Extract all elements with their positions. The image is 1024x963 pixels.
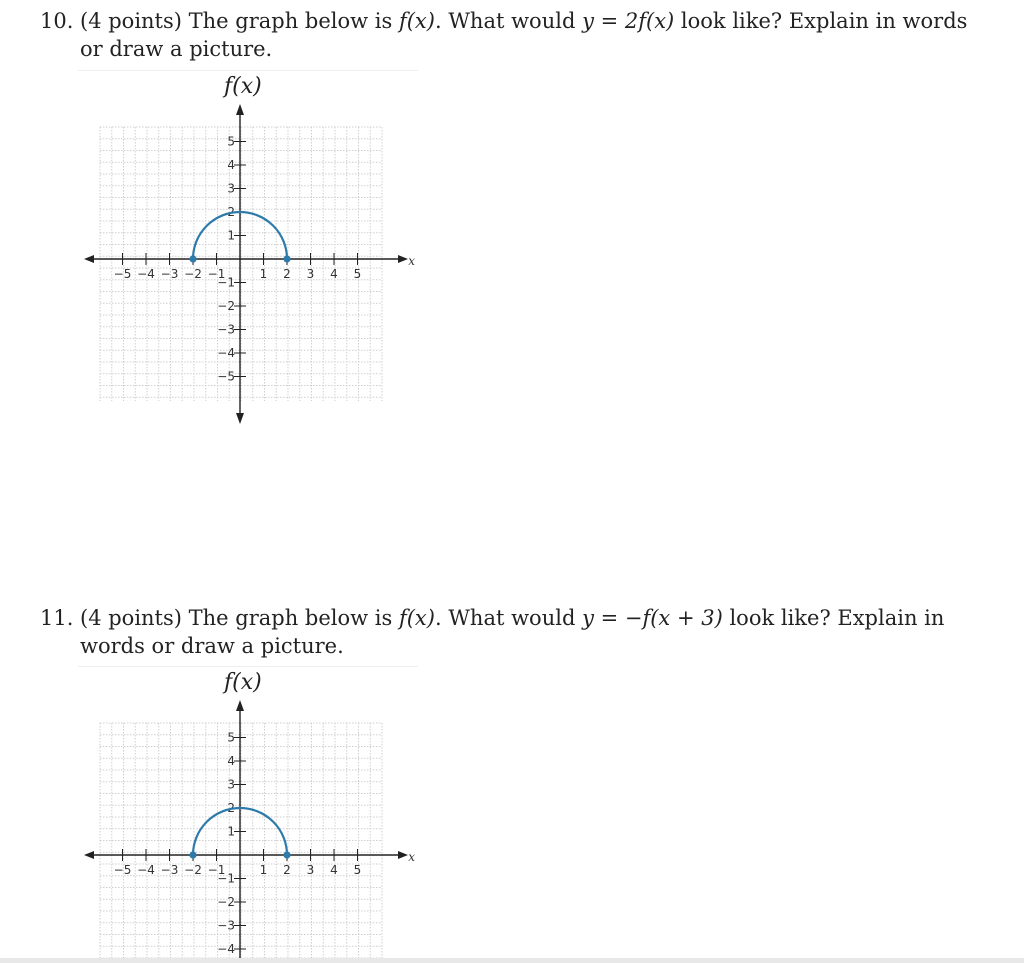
x-tick-label: −5	[113, 863, 132, 877]
figure-q11	[78, 666, 418, 958]
x-tick-label: 3	[306, 267, 315, 281]
endpoint-marker	[189, 255, 196, 262]
x-tick-label: 4	[330, 863, 338, 877]
y-tick-label: 1	[227, 824, 235, 839]
figure-q10	[78, 70, 418, 430]
x-tick-label: −2	[184, 863, 202, 877]
y-tick-label: 2	[227, 205, 235, 219]
endpoint-marker	[283, 851, 290, 858]
figure-title: f(x)	[224, 74, 262, 99]
question-number: 10.	[40, 9, 74, 33]
x-tick-label: 1	[259, 267, 268, 281]
y-tick-label: 4	[227, 158, 235, 172]
y-tick-label: −3	[217, 918, 235, 933]
y-tick-label: −4	[217, 942, 235, 956]
x-tick-label: −5	[113, 267, 132, 281]
y-axis-bottom-arrow	[236, 413, 244, 424]
x-axis-left-arrow	[84, 851, 94, 859]
x-tick-label: −1	[207, 863, 226, 877]
y-tick-label: −5	[217, 369, 235, 384]
question-text-line2: words or draw a picture.	[80, 634, 344, 658]
x-axis-right-arrow	[398, 255, 408, 263]
x-tick-label: 5	[353, 863, 362, 877]
question-text-line1: (4 points) The graph below is f(x). What would y = −f(x + 3) look like? Explain in	[80, 606, 945, 630]
x-tick-label: 5	[353, 267, 362, 281]
x-tick-label: −1	[207, 267, 226, 281]
graph-q10	[78, 70, 418, 430]
x-tick-label: −3	[160, 267, 179, 281]
y-tick-label: 3	[227, 777, 235, 792]
x-tick-label: 2	[283, 863, 291, 877]
x-tick-label: 3	[306, 863, 315, 877]
y-tick-label: −2	[217, 895, 235, 909]
x-axis-label: x	[408, 850, 415, 864]
y-tick-label: 1	[227, 228, 235, 243]
y-tick-label: 2	[227, 801, 235, 815]
y-tick-label: 5	[227, 730, 235, 745]
y-tick-label: −1	[217, 871, 235, 886]
endpoint-marker	[189, 851, 196, 858]
x-tick-label: 4	[330, 267, 338, 281]
x-tick-label: 2	[283, 267, 291, 281]
y-tick-label: 4	[227, 754, 235, 768]
question-text-line2: or draw a picture.	[80, 37, 273, 61]
question-text-line1: (4 points) The graph below is f(x). What would y = 2f(x) look like? Explain in words	[80, 9, 968, 33]
x-tick-label: −2	[184, 267, 202, 281]
y-tick-label: −1	[217, 275, 235, 290]
x-axis-right-arrow	[398, 851, 408, 859]
figure-title: f(x)	[224, 670, 262, 695]
page-bottom-edge	[0, 958, 1024, 963]
endpoint-marker	[283, 255, 290, 262]
x-tick-label: −4	[137, 267, 155, 281]
question-number: 11.	[40, 606, 74, 630]
x-tick-label: 1	[259, 863, 268, 877]
x-axis-label: x	[408, 254, 415, 268]
y-tick-label: 5	[227, 134, 235, 149]
y-axis-top-arrow	[236, 104, 244, 115]
y-tick-label: 3	[227, 181, 235, 196]
y-tick-label: −3	[217, 322, 235, 337]
x-axis-left-arrow	[84, 255, 94, 263]
x-tick-label: −3	[160, 863, 179, 877]
y-axis-top-arrow	[236, 700, 244, 711]
y-tick-label: −4	[217, 346, 235, 360]
graph-q11	[78, 666, 418, 958]
y-tick-label: −2	[217, 299, 235, 313]
x-tick-label: −4	[137, 863, 155, 877]
